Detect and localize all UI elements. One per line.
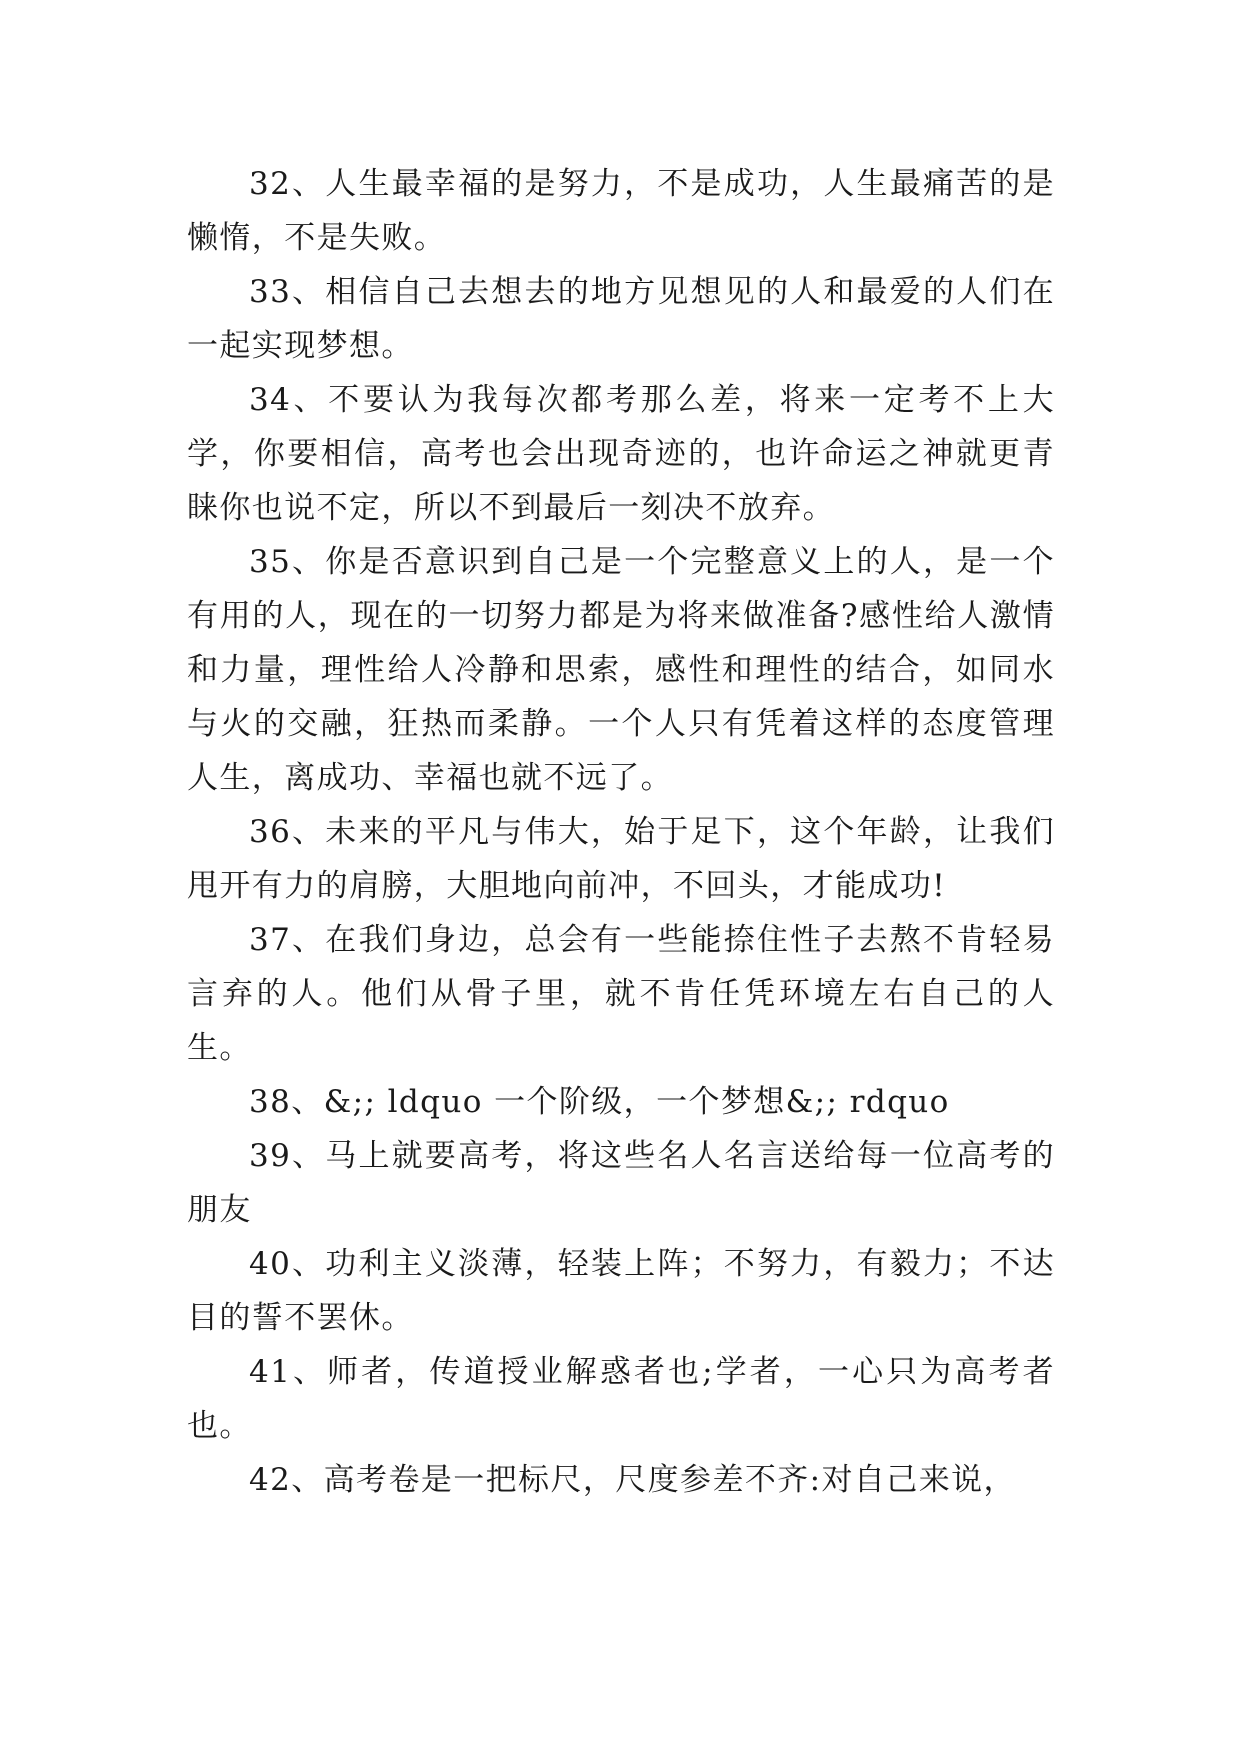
paragraph-37: 37、在我们身边，总会有一些能捺住性子去熬不肯轻易言弃的人。他们从骨子里，就不肯任凭环境左右自己的人生。	[187, 922, 1055, 1066]
paragraph-39: 39、马上就要高考，将这些名人名言送给每一位高考的朋友	[187, 1138, 1055, 1228]
paragraph-41: 41、师者，传道授业解惑者也;学者，一心只为高考者也。	[187, 1354, 1055, 1444]
paragraph-36: 36、未来的平凡与伟大，始于足下，这个年龄，让我们甩开有力的肩膀，大胆地向前冲，不回头，才能成功!	[187, 814, 1055, 904]
paragraph-42: 42、高考卷是一把标尺，尺度参差不齐:对自己来说，	[249, 1462, 1016, 1498]
paragraph-38: 38、&;; ldquo 一个阶级，一个梦想&;; rdquo	[249, 1084, 950, 1120]
paragraph-33: 33、相信自己去想去的地方见想见的人和最爱的人们在一起实现梦想。	[187, 274, 1055, 364]
document-body	[187, 157, 1055, 1507]
paragraph-35: 35、你是否意识到自己是一个完整意义上的人，是一个有用的人，现在的一切努力都是为将来做准备?感性给人激情和力量，理性给人冷静和思索，感性和理性的结合，如同水与火的交融，狂热而柔静。一个人只有凭着这样的态度管理人生，离成功、幸福也就不远了。	[187, 544, 1055, 796]
paragraph-40: 40、功利主义淡薄，轻装上阵；不努力，有毅力；不达目的誓不罢休。	[187, 1246, 1055, 1336]
paragraph-34: 34、不要认为我每次都考那么差，将来一定考不上大学，你要相信，高考也会出现奇迹的，也许命运之神就更青睐你也说不定，所以不到最后一刻决不放弃。	[187, 382, 1055, 526]
paragraph-32: 32、人生最幸福的是努力，不是成功，人生最痛苦的是懒惰，不是失败。	[187, 166, 1055, 256]
